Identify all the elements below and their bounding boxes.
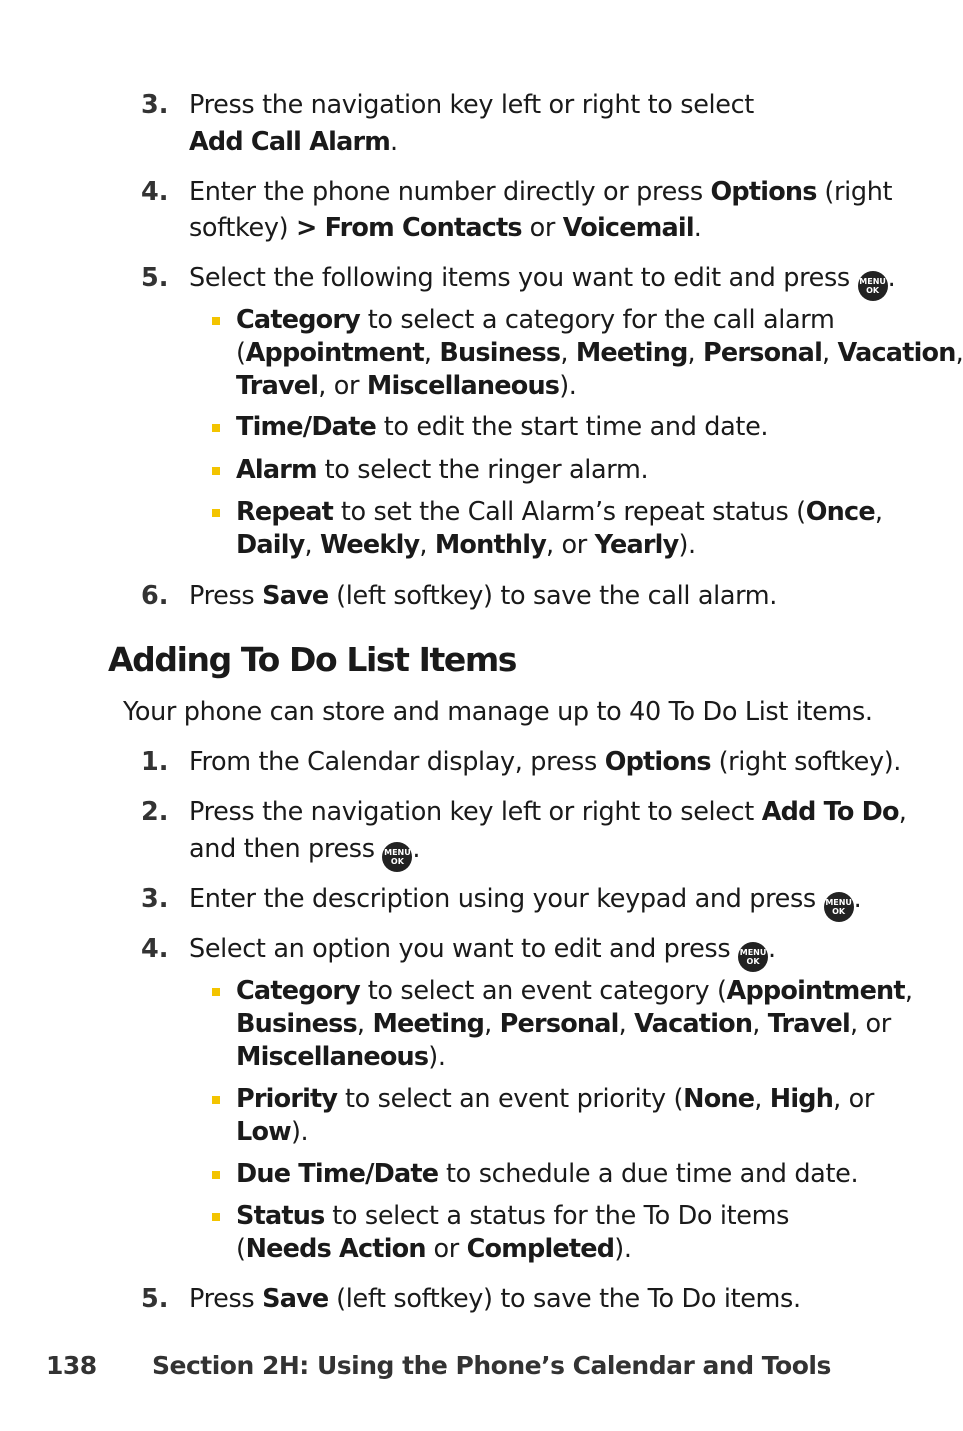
text-run: to select a status for the To Do items xyxy=(324,1201,790,1231)
step-line xyxy=(189,580,777,612)
bold-term: Appointment xyxy=(726,976,905,1006)
text-run: Press the navigation key left or right to select xyxy=(189,90,754,120)
step-line xyxy=(189,89,754,121)
text-run: (right xyxy=(816,177,893,207)
step-number: 6. xyxy=(141,581,169,611)
text-run: ). xyxy=(614,1234,632,1264)
text-run: . xyxy=(693,213,702,243)
key-icon-top-label: MENU xyxy=(384,848,411,857)
bold-term: Category xyxy=(236,305,360,335)
key-icon-bottom-label: OK xyxy=(832,907,846,916)
bold-term: High xyxy=(769,1084,834,1114)
text-run: , xyxy=(304,530,320,560)
text-run: to select an event category ( xyxy=(359,976,727,1006)
bold-term: Category xyxy=(236,976,360,1006)
bullet-item-line xyxy=(236,1200,789,1232)
text-run: Enter the description using your keypad and press xyxy=(189,884,824,914)
bold-term: Priority xyxy=(236,1084,338,1114)
text-run: ( xyxy=(236,338,246,368)
step-line xyxy=(189,262,895,301)
text-run: to set the Call Alarm’s repeat status ( xyxy=(333,497,806,527)
bullet-item-line xyxy=(236,370,577,402)
bold-term: Due Time/Date xyxy=(236,1159,439,1189)
text-run: , xyxy=(484,1009,500,1039)
text-run: Press the navigation key left or right to select xyxy=(189,797,762,827)
step-line xyxy=(189,126,398,158)
text-run: , xyxy=(356,1009,373,1039)
menu-ok-key-icon xyxy=(858,271,888,301)
step-number: 4. xyxy=(141,177,169,207)
bold-term: Low xyxy=(236,1117,291,1147)
step-number: 3. xyxy=(141,90,169,120)
text-run: (right softkey). xyxy=(710,747,902,777)
text-run: , xyxy=(687,338,704,368)
step-line xyxy=(189,833,420,872)
bullet-item-line xyxy=(236,337,963,369)
bold-term: Travel xyxy=(767,1009,850,1039)
text-run: , xyxy=(874,497,883,527)
text-run: , or xyxy=(833,1084,874,1114)
bold-term: Voicemail xyxy=(562,213,694,243)
footer-section-title: Section 2H: Using the Phone’s Calendar and Tools xyxy=(152,1351,831,1380)
bold-term: Miscellaneous xyxy=(236,1042,429,1072)
step-number: 4. xyxy=(141,934,169,964)
step-line xyxy=(189,796,906,828)
text-run: (left softkey) to save the call alarm. xyxy=(328,581,778,611)
text-run: ). xyxy=(428,1042,446,1072)
key-icon-bottom-label: OK xyxy=(390,857,404,866)
bullet-square-icon xyxy=(212,317,220,325)
bold-term: Appointment xyxy=(245,338,424,368)
text-run: , or xyxy=(318,371,367,401)
text-run: , xyxy=(955,338,963,368)
bullet-square-icon xyxy=(212,467,220,475)
text-run: From the Calendar display, press xyxy=(189,747,605,777)
bold-term: Business xyxy=(236,1009,357,1039)
bullet-item-line xyxy=(236,1158,858,1190)
step-number: 3. xyxy=(141,884,169,914)
bold-term: > From Contacts xyxy=(295,213,522,243)
text-run: to select a category for the call alarm xyxy=(359,305,835,335)
bullet-item-line xyxy=(236,1233,632,1265)
bullet-square-icon xyxy=(212,988,220,996)
bold-term: Meeting xyxy=(575,338,688,368)
bullet-square-icon xyxy=(212,1171,220,1179)
menu-ok-key-icon xyxy=(382,842,412,872)
key-icon-top-label: MENU xyxy=(825,898,852,907)
bullet-square-icon xyxy=(212,424,220,432)
bold-term: Repeat xyxy=(236,497,334,527)
step-line xyxy=(189,1283,801,1315)
bullet-item-line xyxy=(236,411,768,443)
text-run: and then press xyxy=(189,834,383,864)
key-icon-bottom-label: OK xyxy=(746,957,760,966)
bullet-square-icon xyxy=(212,1213,220,1221)
text-run: , or xyxy=(849,1009,891,1039)
intro-paragraph: Your phone can store and manage up to 40 To Do List items. xyxy=(123,697,873,727)
bold-term: Business xyxy=(439,338,561,368)
text-run: Select an option you want to edit and press xyxy=(189,934,739,964)
bold-term: Status xyxy=(236,1201,325,1231)
bullet-item-line xyxy=(236,1083,874,1115)
text-run: , xyxy=(419,530,435,560)
bold-term: Vacation xyxy=(634,1009,753,1039)
step-number: 5. xyxy=(141,1284,169,1314)
bullet-item-line xyxy=(236,1116,308,1148)
bold-term: Personal xyxy=(703,338,823,368)
bullet-item-line xyxy=(236,1041,446,1073)
bullet-item-line xyxy=(236,975,913,1007)
step-line xyxy=(189,883,861,922)
text-run: , xyxy=(822,338,838,368)
menu-ok-key-icon xyxy=(738,942,768,972)
text-run: Enter the phone number directly or press xyxy=(189,177,711,207)
bullet-square-icon xyxy=(212,1096,220,1104)
bold-term: Save xyxy=(262,581,329,611)
text-run: , xyxy=(423,338,440,368)
text-run: , xyxy=(754,1084,770,1114)
text-run: , xyxy=(618,1009,635,1039)
bold-term: Daily xyxy=(236,530,305,560)
key-icon-top-label: MENU xyxy=(739,948,767,957)
bold-term: Completed xyxy=(466,1234,615,1264)
text-run: (left softkey) to save the To Do items. xyxy=(328,1284,801,1314)
bold-term: Travel xyxy=(236,371,319,401)
bullet-item-line xyxy=(236,304,834,336)
section-heading: Adding To Do List Items xyxy=(108,640,517,679)
bold-term: Once xyxy=(805,497,875,527)
bold-term: Yearly xyxy=(594,530,679,560)
bold-term: None xyxy=(683,1084,755,1114)
text-run: ). xyxy=(290,1117,309,1147)
text-run: ). xyxy=(559,371,577,401)
text-run: softkey) xyxy=(189,213,296,243)
bullet-item-line xyxy=(236,496,883,528)
text-run: ( xyxy=(236,1234,246,1264)
bullet-item-line xyxy=(236,1008,891,1040)
bold-term: Meeting xyxy=(372,1009,485,1039)
text-run: Press xyxy=(189,1284,263,1314)
text-run: . xyxy=(887,263,896,293)
text-run: or xyxy=(521,213,563,243)
step-number: 1. xyxy=(141,747,169,777)
text-run: , xyxy=(752,1009,768,1039)
text-run: , xyxy=(904,976,913,1006)
text-run: or xyxy=(425,1234,467,1264)
text-run: , xyxy=(898,797,907,827)
step-line xyxy=(189,933,776,972)
bold-term: Alarm xyxy=(236,455,317,485)
bold-term: Miscellaneous xyxy=(366,371,560,401)
bold-term: Options xyxy=(710,177,817,207)
bullet-item-line xyxy=(236,529,696,561)
bold-term: Add Call Alarm xyxy=(189,127,391,157)
text-run: Press xyxy=(189,581,263,611)
bold-term: Add To Do xyxy=(761,797,899,827)
bold-term: Weekly xyxy=(320,530,420,560)
text-run: . xyxy=(768,934,776,964)
step-line xyxy=(189,176,892,208)
step-line xyxy=(189,212,702,244)
bold-term: Monthly xyxy=(434,530,547,560)
step-number: 2. xyxy=(141,797,169,827)
bold-term: Time/Date xyxy=(236,412,376,442)
step-number: 5. xyxy=(141,263,169,293)
bullet-square-icon xyxy=(212,509,220,517)
bold-term: Needs Action xyxy=(245,1234,426,1264)
text-run: to select an event priority ( xyxy=(337,1084,684,1114)
text-run: to edit the start time and date. xyxy=(375,412,769,442)
text-run: , xyxy=(560,338,576,368)
step-line xyxy=(189,746,901,778)
text-run: ). xyxy=(678,530,696,560)
text-run: , or xyxy=(546,530,595,560)
text-run: to schedule a due time and date. xyxy=(438,1159,859,1189)
text-run: Select the following items you want to edit and press xyxy=(189,263,858,293)
key-icon-top-label: MENU xyxy=(859,277,886,286)
bold-term: Options xyxy=(604,747,711,777)
page-number: 138 xyxy=(46,1351,97,1380)
bold-term: Vacation xyxy=(837,338,956,368)
text-run: . xyxy=(412,834,421,864)
bold-term: Save xyxy=(262,1284,329,1314)
text-run: to select the ringer alarm. xyxy=(316,455,649,485)
text-run: . xyxy=(390,127,398,157)
text-run: . xyxy=(853,884,862,914)
menu-ok-key-icon xyxy=(824,892,854,922)
bullet-item-line xyxy=(236,454,648,486)
key-icon-bottom-label: OK xyxy=(866,286,880,295)
bold-term: Personal xyxy=(499,1009,619,1039)
